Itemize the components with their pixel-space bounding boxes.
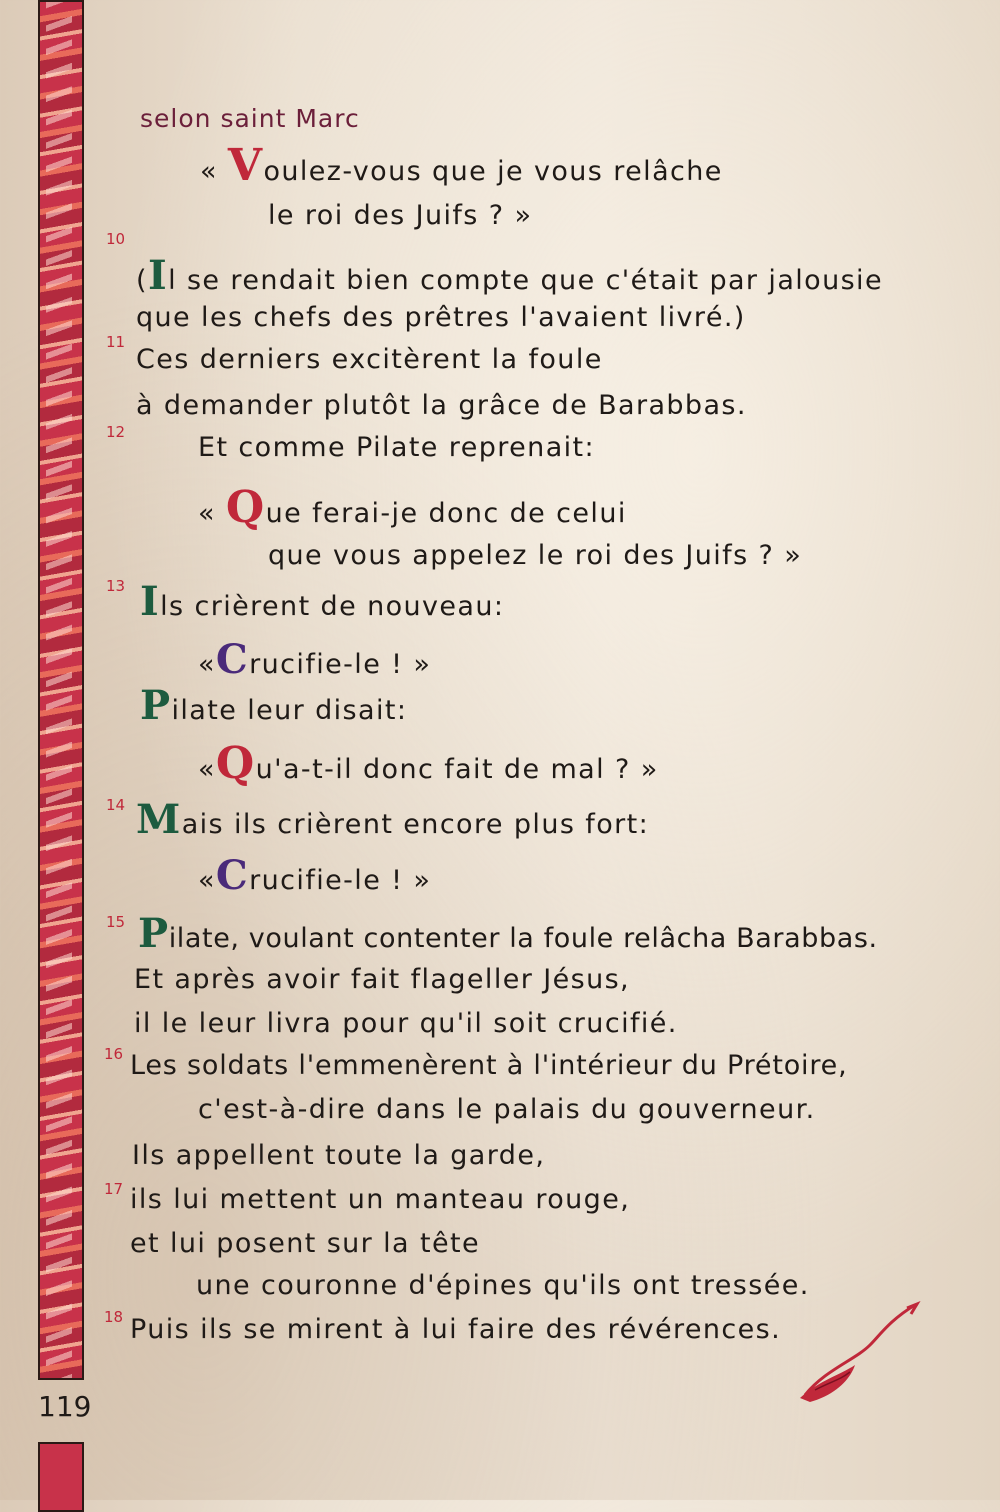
- text-line: Et comme Pilate reprenait:: [198, 432, 596, 463]
- illuminated-initial: P: [140, 682, 172, 729]
- text-line: Pilate, voulant contenter la foule relâcha Barabbas.: [138, 910, 878, 957]
- page-header: selon saint Marc: [140, 104, 360, 133]
- verse-number: 15: [106, 913, 126, 931]
- verse-number: 12: [106, 423, 126, 441]
- page-number: 119: [38, 1390, 92, 1423]
- text-line: Puis ils se mirent à lui faire des révérences.: [130, 1314, 782, 1345]
- illuminated-initial: P: [138, 910, 169, 957]
- text-line: «Crucifie-le ! »: [198, 636, 432, 683]
- text-line: une couronne d'épines qu'ils ont tressée.: [196, 1270, 810, 1301]
- decorative-border-bottom: [38, 1442, 84, 1512]
- decorative-border: [38, 0, 84, 1380]
- text-line: Mais ils crièrent encore plus fort:: [136, 796, 650, 843]
- text-line: « Voulez-vous que je vous relâche: [200, 140, 723, 191]
- illuminated-initial: V: [227, 140, 264, 191]
- text-line: et lui posent sur la tête: [130, 1228, 480, 1259]
- illuminated-initial: I: [140, 578, 161, 625]
- text-line: le roi des Juifs ? »: [268, 200, 533, 231]
- text-line: à demander plutôt la grâce de Barabbas.: [136, 390, 747, 421]
- text-line: que les chefs des prêtres l'avaient livré.): [136, 302, 746, 333]
- illuminated-initial: Q: [215, 738, 256, 789]
- text-line: Ces derniers excitèrent la foule: [136, 344, 603, 375]
- verse-number: 16: [104, 1045, 124, 1063]
- verse-number: 11: [106, 333, 126, 351]
- illuminated-initial: I: [147, 252, 169, 299]
- text-line: c'est-à-dire dans le palais du gouverneur.: [198, 1094, 816, 1125]
- text-line: (Il se rendait bien compte que c'était par jalousie: [136, 252, 883, 299]
- text-line: Et après avoir fait flageller Jésus,: [134, 964, 631, 995]
- illuminated-initial: Q: [225, 482, 266, 533]
- verse-number: 14: [106, 796, 126, 814]
- illuminated-initial: C: [215, 852, 250, 899]
- verse-number: 17: [104, 1180, 124, 1198]
- text-line: il le leur livra pour qu'il soit crucifié.: [134, 1008, 678, 1039]
- text-line: « Que ferai-je donc de celui: [198, 482, 627, 533]
- text-line: Les soldats l'emmenèrent à l'intérieur du Prétoire,: [130, 1050, 848, 1081]
- text-line: «Crucifie-le ! »: [198, 852, 432, 899]
- illuminated-initial: M: [136, 796, 182, 843]
- text-line: «Qu'a-t-il donc fait de mal ? »: [198, 738, 659, 789]
- text-line: Pilate leur disait:: [140, 682, 408, 729]
- text-line: Ils appellent toute la garde,: [132, 1140, 546, 1171]
- text-line: Ils crièrent de nouveau:: [140, 578, 505, 625]
- verse-number: 13: [106, 577, 126, 595]
- flourish-ornament: [795, 1300, 925, 1410]
- verse-number: 18: [104, 1308, 124, 1326]
- text-line: ils lui mettent un manteau rouge,: [130, 1184, 631, 1215]
- verse-number: 10: [106, 230, 126, 248]
- illuminated-initial: C: [215, 636, 250, 683]
- text-line: que vous appelez le roi des Juifs ? »: [268, 540, 803, 571]
